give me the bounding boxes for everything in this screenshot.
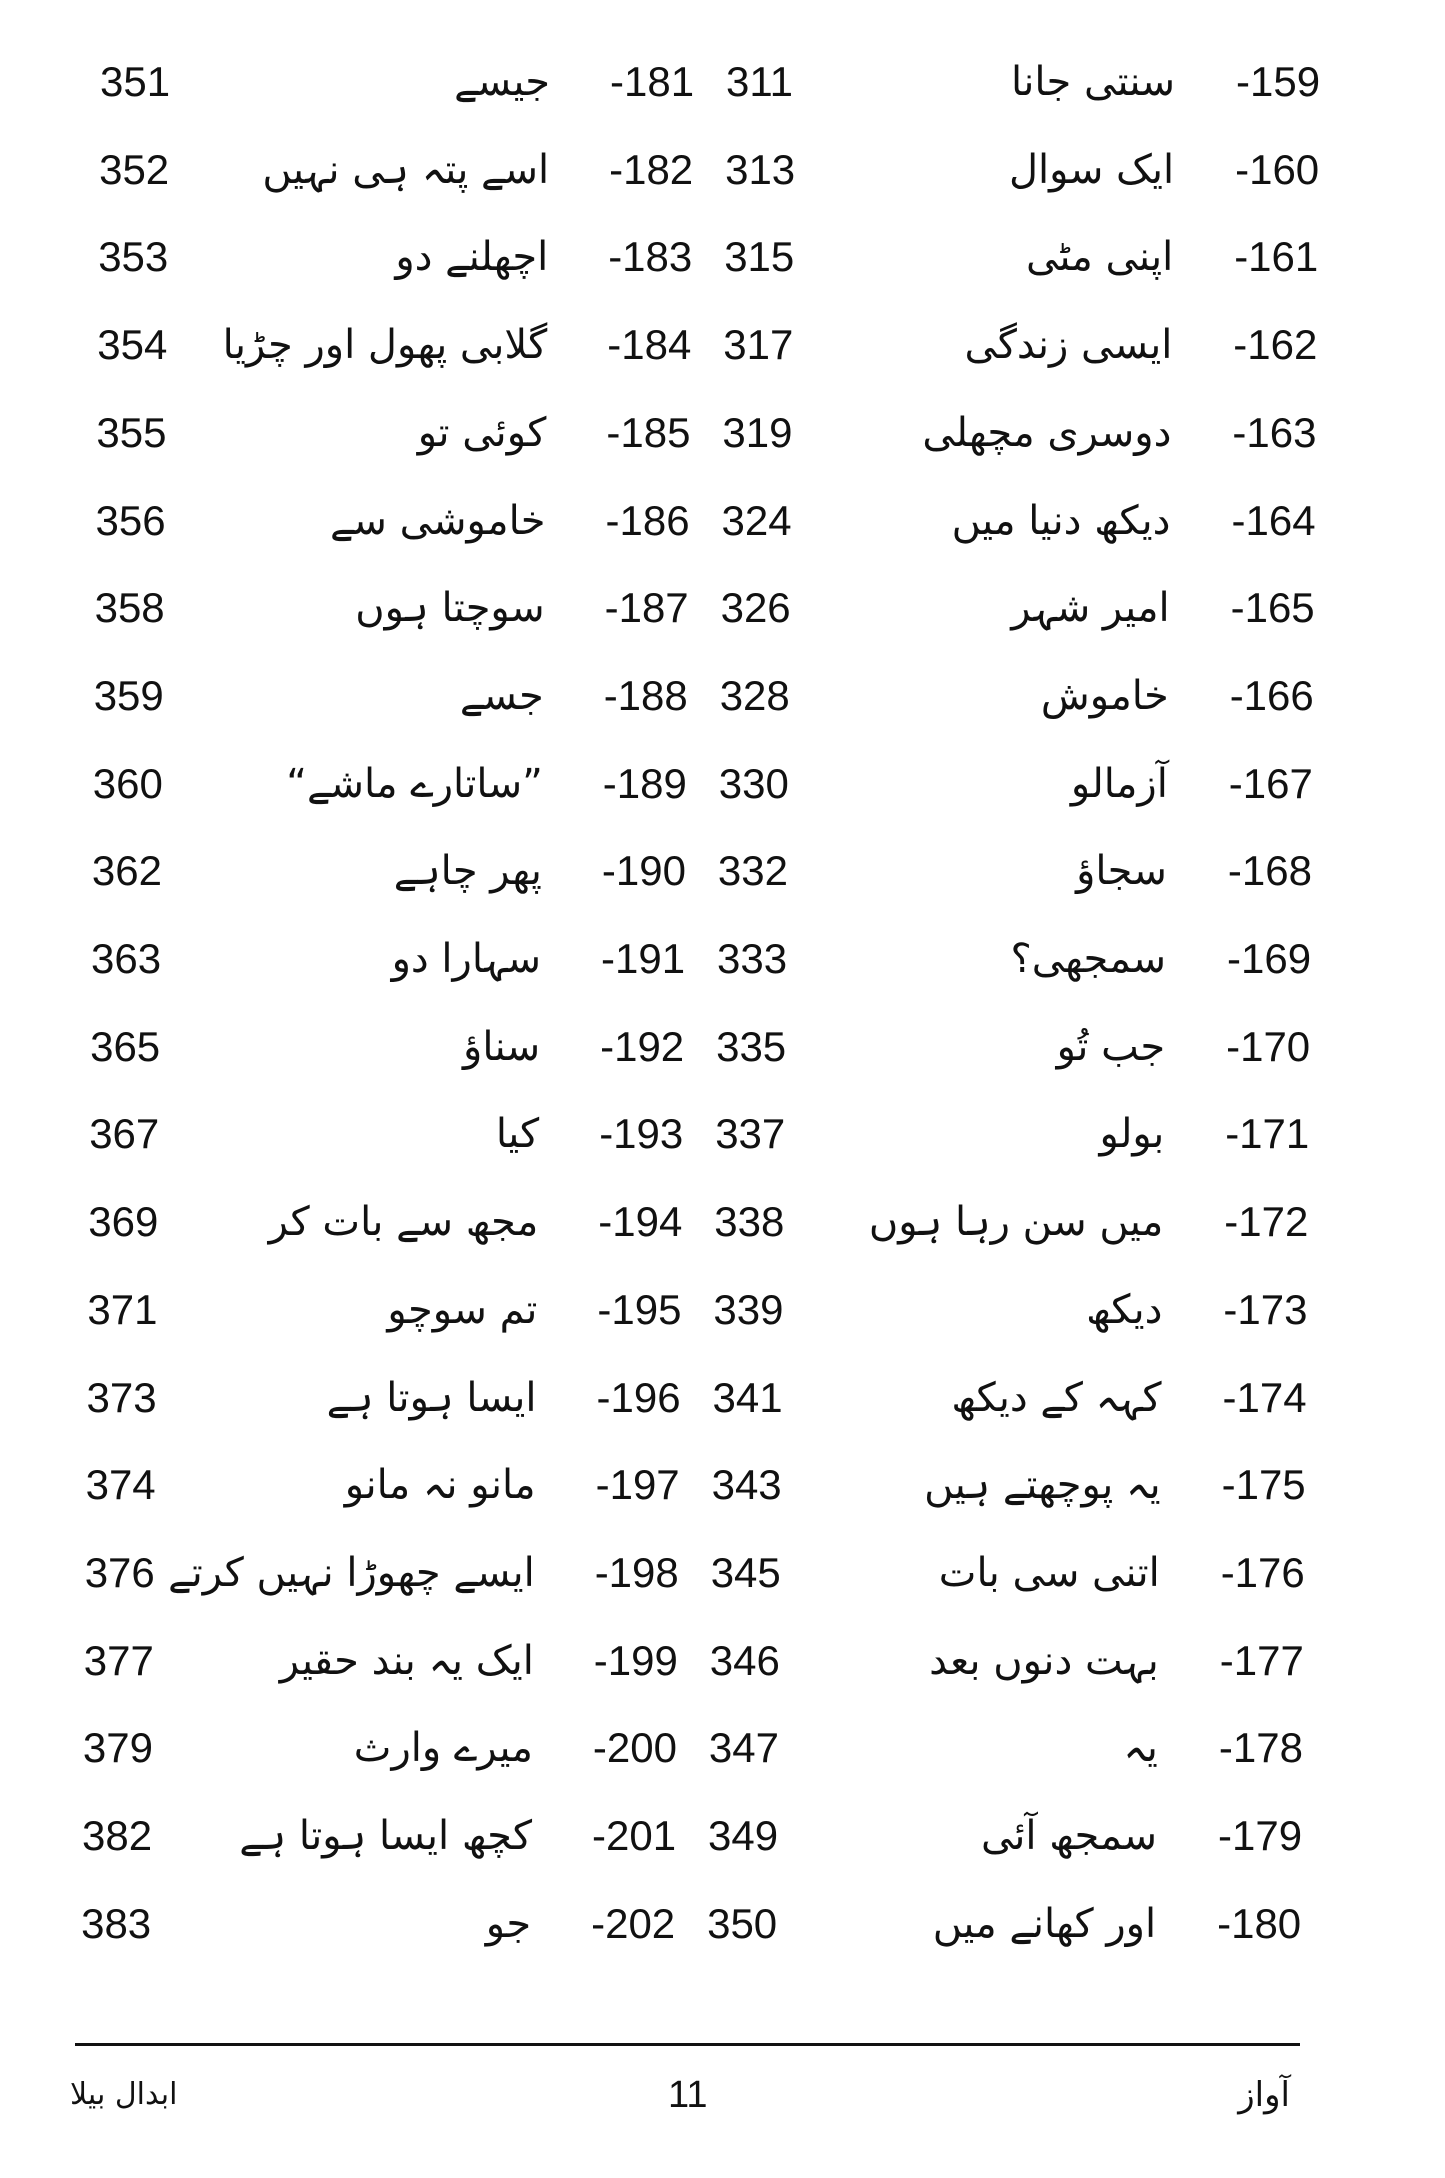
entry-number: -164 — [1231, 496, 1316, 544]
entry-title: سنتی جانا — [1011, 59, 1175, 105]
entry-number: -202 — [591, 1899, 676, 1947]
toc-entry — [0, 217, 1445, 297]
entry-title: سہارا دو — [391, 936, 541, 982]
entry-title: اپنی مٹی — [1025, 234, 1174, 281]
entry-title: سمجھی؟ — [1010, 936, 1166, 982]
entry-title: سناؤ — [463, 1023, 541, 1070]
entry-number: -176 — [1220, 1548, 1305, 1596]
entry-page: 354 — [97, 321, 168, 369]
entry-number: -188 — [603, 671, 688, 719]
entry-page: 339 — [713, 1285, 784, 1333]
toc-entry — [0, 1182, 1445, 1262]
entry-number: -171 — [1225, 1110, 1310, 1158]
entry-title: میں سن رہا ہوں — [868, 1199, 1164, 1246]
entry-number: -168 — [1227, 847, 1312, 895]
entry-page: 356 — [95, 496, 166, 544]
entry-page: 373 — [86, 1373, 157, 1421]
toc-entry — [0, 1007, 1445, 1087]
entry-title: سمجھ آئی — [980, 1813, 1157, 1859]
entry-number: -197 — [595, 1461, 680, 1509]
entry-page: 317 — [723, 321, 794, 369]
entry-page: 347 — [708, 1724, 779, 1772]
entry-page: 367 — [89, 1110, 160, 1158]
entry-number: -179 — [1218, 1812, 1303, 1859]
entry-page: 341 — [712, 1373, 783, 1421]
entry-title: میرے وارث — [353, 1725, 533, 1772]
entry-number: -198 — [594, 1548, 679, 1596]
entry-number: -185 — [606, 408, 691, 456]
entry-title: گلابی پھول اور چڑیا — [222, 322, 548, 369]
entry-number: -178 — [1218, 1724, 1303, 1772]
entry-title: ایک یہ بند حقیر — [279, 1637, 534, 1684]
entry-number: -160 — [1235, 145, 1320, 193]
entry-number: -200 — [592, 1724, 677, 1772]
entry-page: 315 — [724, 233, 795, 281]
footer-divider — [75, 2043, 1300, 2046]
toc-entry — [0, 1533, 1445, 1613]
footer-author: ابدال بیلا — [70, 2077, 178, 2112]
entry-number: -174 — [1222, 1373, 1307, 1421]
entry-page: 363 — [91, 935, 162, 982]
entry-number: -172 — [1224, 1198, 1309, 1246]
entry-number: -170 — [1226, 1022, 1311, 1070]
entry-title: سوچتا ہوں — [355, 585, 545, 632]
entry-page: 355 — [96, 408, 167, 456]
toc-entry — [0, 1445, 1445, 1525]
entry-page: 346 — [709, 1636, 780, 1684]
entry-title: اسے پتہ ہی نہیں — [262, 146, 550, 193]
entry-title: مانو نہ مانو — [344, 1462, 536, 1509]
entry-page: 349 — [708, 1812, 779, 1859]
entry-title: دیکھ دنیا میں — [951, 497, 1171, 544]
entry-number: -196 — [596, 1373, 681, 1421]
entry-number: -169 — [1227, 935, 1312, 982]
entry-page: 351 — [100, 58, 171, 105]
entry-page: 333 — [717, 935, 788, 982]
entry-page: 328 — [719, 671, 790, 719]
entry-page: 383 — [81, 1899, 152, 1947]
entry-title: کہہ کے دیکھ — [951, 1374, 1162, 1421]
entry-title: جیسے — [454, 59, 550, 105]
toc-entry — [0, 831, 1445, 911]
entry-page: 350 — [707, 1899, 778, 1947]
toc-entry — [0, 744, 1445, 824]
entry-title: مجھ سے بات کر — [268, 1199, 539, 1246]
entry-page: 326 — [720, 584, 791, 632]
entry-number: -162 — [1233, 321, 1318, 369]
toc-entry — [0, 656, 1445, 736]
entry-number: -195 — [597, 1285, 682, 1333]
toc-entry — [0, 1358, 1445, 1438]
entry-number: -191 — [601, 935, 686, 982]
entry-title: ایک سوال — [1008, 146, 1175, 193]
entry-title: آزمالو — [1070, 760, 1168, 807]
entry-number: -173 — [1223, 1285, 1308, 1333]
entry-title: یہ پوچھتے ہیں — [924, 1462, 1161, 1509]
entry-page: 371 — [87, 1285, 158, 1333]
entry-number: -163 — [1232, 408, 1317, 456]
toc-entry — [0, 1796, 1445, 1876]
entry-page: 352 — [99, 145, 170, 193]
entry-number: -186 — [605, 496, 690, 544]
entry-page: 324 — [721, 496, 792, 544]
entry-number: -201 — [592, 1812, 677, 1859]
entry-number: -167 — [1228, 759, 1313, 807]
entry-title: اور کھانے میں — [932, 1900, 1157, 1947]
entry-title: پھر چاہے — [393, 848, 542, 895]
toc-entry — [0, 1884, 1445, 1964]
entry-title: اچھلنے دو — [395, 234, 549, 281]
entry-page: 379 — [82, 1724, 153, 1772]
entry-page: 359 — [93, 671, 164, 719]
entry-number: -180 — [1217, 1899, 1302, 1947]
entry-page: 343 — [711, 1461, 782, 1509]
entry-title: کچھ ایسا ہوتا ہے — [239, 1813, 532, 1859]
entry-number: -177 — [1219, 1636, 1304, 1684]
entry-title: دوسری مچھلی — [922, 409, 1172, 456]
entry-title: سجاؤ — [1076, 848, 1167, 895]
entry-number: -187 — [604, 584, 689, 632]
footer-book-title: آواز — [1238, 2075, 1290, 2115]
toc-entry — [0, 481, 1445, 561]
entry-page: 365 — [90, 1022, 161, 1070]
toc-entry — [0, 919, 1445, 999]
entry-title: بہت دنوں بعد — [929, 1637, 1159, 1684]
entry-number: -166 — [1229, 671, 1314, 719]
entry-page: 382 — [82, 1812, 153, 1859]
entry-page: 332 — [717, 847, 788, 895]
entry-title: ایسے چھوڑا نہیں کرتے — [168, 1549, 535, 1596]
entry-title: کوئی تو — [417, 409, 547, 456]
entry-title: اتنی سی بات — [938, 1549, 1160, 1596]
entry-page: 330 — [718, 759, 789, 807]
entry-number: -165 — [1230, 584, 1315, 632]
toc-entry — [0, 1708, 1445, 1788]
entry-title: یہ — [1123, 1725, 1158, 1772]
toc-entry — [0, 130, 1445, 210]
entry-page: 338 — [714, 1198, 785, 1246]
toc-entry — [0, 393, 1445, 473]
entry-number: -184 — [607, 321, 692, 369]
entry-number: -193 — [599, 1110, 684, 1158]
entry-number: -175 — [1221, 1461, 1306, 1509]
entry-page: 369 — [88, 1198, 159, 1246]
entry-number: -159 — [1236, 58, 1321, 105]
entry-page: 362 — [91, 847, 162, 895]
entry-number: -189 — [602, 759, 687, 807]
entry-page: 319 — [722, 408, 793, 456]
toc-entry — [0, 1621, 1445, 1701]
toc-entry — [0, 1094, 1445, 1174]
entry-number: -183 — [608, 233, 693, 281]
entry-number: -161 — [1234, 233, 1319, 281]
entry-title: ایسی زندگی — [964, 322, 1173, 369]
entry-page: 377 — [83, 1636, 154, 1684]
entry-title: خاموشی سے — [329, 497, 546, 544]
entry-page: 358 — [94, 584, 165, 632]
entry-page: 376 — [84, 1548, 155, 1596]
entry-title: کیا — [495, 1111, 540, 1158]
entry-page: 345 — [710, 1548, 781, 1596]
entry-page: 313 — [725, 145, 796, 193]
entry-title: بولو — [1099, 1111, 1165, 1158]
entry-title: تم سوچو — [387, 1286, 538, 1333]
entry-title: ایسا ہوتا ہے — [326, 1374, 537, 1421]
entry-title: جب تُو — [1056, 1023, 1166, 1070]
toc-entry — [0, 568, 1445, 648]
entry-page: 335 — [716, 1022, 787, 1070]
entry-number: -181 — [610, 58, 695, 105]
entry-title: دیکھ — [1086, 1286, 1163, 1333]
entry-title: جو — [485, 1900, 532, 1947]
entry-page: 374 — [85, 1461, 156, 1509]
entry-page: 353 — [98, 233, 169, 281]
entry-page: 337 — [715, 1110, 786, 1158]
toc-entry — [0, 42, 1445, 122]
entry-title: خاموش — [1040, 672, 1169, 719]
toc-entry — [0, 1270, 1445, 1350]
entry-number: -199 — [593, 1636, 678, 1684]
toc-entry — [0, 305, 1445, 385]
entry-title: امیر شہر — [1011, 585, 1170, 632]
entry-number: -182 — [609, 145, 694, 193]
entry-page: 311 — [726, 58, 793, 105]
entry-number: -190 — [601, 847, 686, 895]
entry-title: جسے — [459, 672, 544, 719]
entry-number: -192 — [600, 1022, 685, 1070]
entry-number: -194 — [598, 1198, 683, 1246]
footer-page-number: 11 — [668, 2074, 708, 2116]
entry-page: 360 — [92, 759, 163, 807]
entry-title: ”ساتارے ماشے“ — [286, 760, 543, 807]
